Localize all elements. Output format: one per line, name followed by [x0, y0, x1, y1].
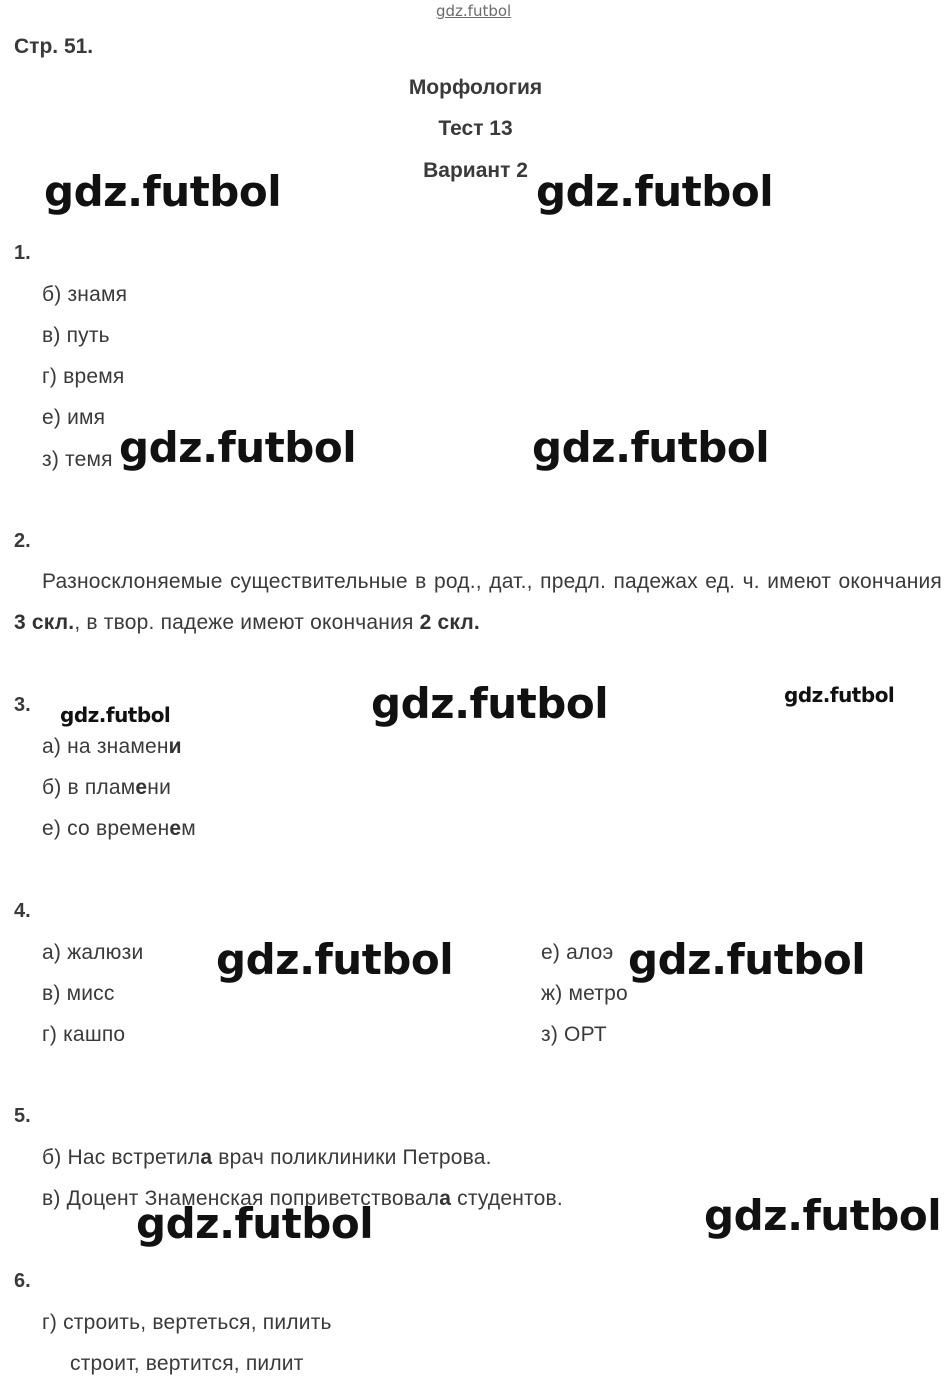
bold-letter: е: [169, 817, 182, 840]
answer-line: г) кашпо: [42, 1023, 126, 1046]
section-title: Морфология: [408, 76, 543, 99]
bold-letter: и: [168, 735, 182, 758]
answer-line: г) время: [42, 365, 125, 388]
page-ref: Стр. 51.: [14, 35, 94, 58]
bold-letter: а: [200, 1146, 213, 1169]
watermark: gdz.futbol: [532, 423, 770, 472]
text-segment: в) Доцент Знаменская поприветствовал: [42, 1187, 440, 1210]
answer-line: [42, 735, 182, 759]
text-segment: , в твор. падеже имеют окончания: [74, 611, 420, 634]
answer-line: а) жалюзи: [42, 941, 144, 964]
bold-segment: 2 скл.: [419, 611, 480, 634]
question-1-number: 1.: [14, 242, 31, 264]
answer-line: [42, 1146, 492, 1170]
watermark: gdz.futbol: [136, 1199, 374, 1248]
text-segment: врач поликлиники Петрова.: [212, 1146, 492, 1169]
question-3-number: 3.: [14, 694, 31, 716]
question-5-number: 5.: [14, 1105, 31, 1127]
variant-title: Вариант 2: [423, 159, 528, 182]
bold-segment: 3 скл.: [14, 611, 75, 634]
answer-line: ж) метро: [541, 982, 628, 1005]
watermark: gdz.futbol: [628, 935, 866, 984]
text-segment: ни: [147, 776, 172, 799]
answer-line: в) путь: [42, 324, 110, 347]
question-2-paragraph: [14, 561, 942, 643]
watermark: gdz.futbol: [371, 679, 609, 728]
answer-line: строит, вертится, пилит: [70, 1352, 304, 1375]
bold-letter: а: [439, 1187, 452, 1210]
text-segment: а) на знамен: [42, 735, 169, 758]
text-segment: б) Нас встретил: [42, 1146, 201, 1169]
bold-letter: е: [135, 776, 148, 799]
watermark: gdz.futbol: [536, 167, 774, 216]
watermark: gdz.futbol: [44, 167, 282, 216]
text-segment: студентов.: [451, 1187, 563, 1210]
answer-line: б) знамя: [42, 283, 128, 306]
watermark: gdz.futbol: [216, 935, 454, 984]
answer-line: [42, 817, 196, 841]
watermark: gdz.futbol: [60, 703, 171, 727]
question-4-number: 4.: [14, 900, 31, 922]
answer-line: е) имя: [42, 406, 106, 429]
test-title: Тест 13: [438, 117, 513, 140]
answer-line: з) ОРТ: [541, 1023, 607, 1046]
answer-line: е) алоэ: [541, 941, 614, 964]
watermark: gdz.futbol: [704, 1191, 942, 1240]
watermark: gdz.futbol: [784, 683, 895, 707]
text-segment: м: [181, 817, 196, 840]
answer-line: в) мисс: [42, 982, 115, 1005]
answer-line: [42, 776, 171, 800]
question-2-number: 2.: [14, 530, 31, 552]
watermark: gdz.futbol: [119, 423, 357, 472]
answer-line: г) строить, вертеться, пилить: [42, 1311, 332, 1334]
text-segment: Разносклоняемые существительные в род., дат., предл. падежах ед. ч. имеют окончания: [42, 570, 942, 593]
question-6-number: 6.: [14, 1270, 31, 1292]
text-segment: е) со времен: [42, 817, 170, 840]
text-segment: б) в плам: [42, 776, 136, 799]
answer-line: з) темя: [42, 448, 113, 471]
watermark-top: gdz.futbol: [436, 2, 512, 20]
